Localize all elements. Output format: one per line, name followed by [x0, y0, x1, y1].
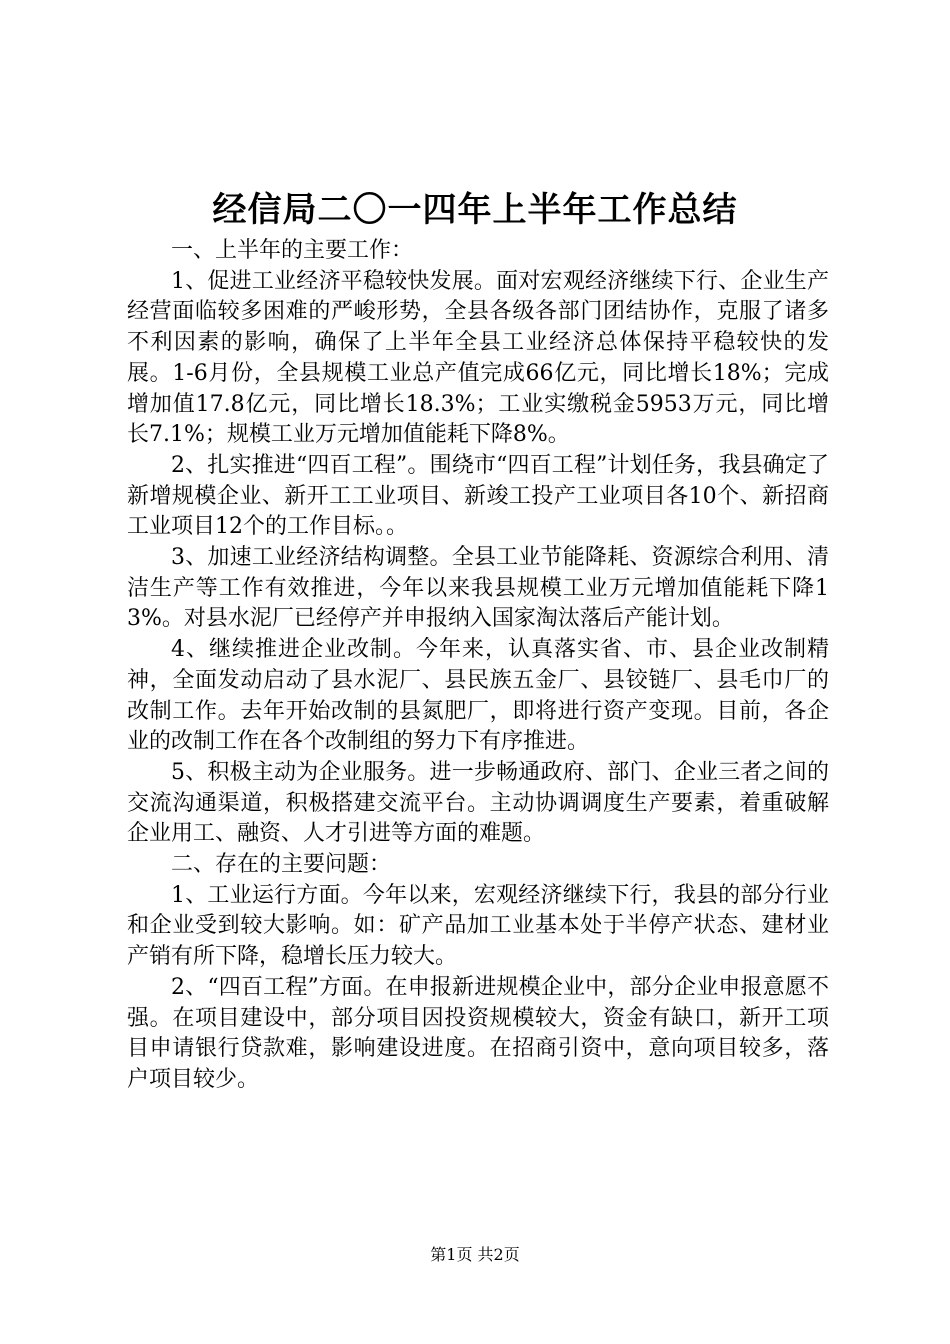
section-heading: 二、存在的主要问题：	[171, 852, 392, 878]
body-paragraph: 2、“四百工程”方面。在申报新进规模企业中，部分企业申报意愿不强。在项目建设中，部分项目因投资规模较大，资金有缺口，新开工项目申请银行贷款难，影响建设进度。在招商引资中，意向项目较多，落户项目较少。	[127, 974, 829, 1092]
page-footer: 第1页 共2页	[430, 1245, 520, 1264]
body-paragraph: 2、扎实推进“四百工程”。围绕市“四百工程”计划任务，我县确定了新增规模企业、新开工工业项目、新竣工投产工业项目各10个、新招商工业项目12个的工作目标。。	[127, 452, 829, 540]
document-body	[127, 236, 829, 1096]
body-paragraph: 1、促进工业经济平稳较快发展。面对宏观经济继续下行、企业生产经营面临较多困难的严峻形势，全县各级各部门团结协作，克服了诸多不利因素的影响，确保了上半年全县工业经济总体保持平稳较快的发展。1-6月份，全县规模工业总产值完成66亿元，同比增长18%；完成增加值17.8亿元，同比增长18.3%；工业实缴税金5953万元，同比增长7.1%；规模工业万元增加值能耗下降8%。	[127, 268, 829, 448]
body-paragraph: 4、继续推进企业改制。今年来，认真落实省、市、县企业改制精神，全面发动启动了县水泥厂、县民族五金厂、县铰链厂、县毛巾厂的改制工作。去年开始改制的县氮肥厂，即将进行资产变现。目前，各企业的改制工作在各个改制组的努力下有序推进。	[127, 637, 829, 755]
page-title: 经信局二〇一四年上半年工作总结	[212, 190, 738, 230]
body-paragraph: 5、积极主动为企业服务。进一步畅通政府、部门、企业三者之间的交流沟通渠道，积极搭建交流平台。主动协调调度生产要素，着重破解企业用工、融资、人才引进等方面的难题。	[127, 759, 829, 847]
section-heading: 一、上半年的主要工作：	[171, 238, 414, 263]
body-paragraph: 3、加速工业经济结构调整。全县工业节能降耗、资源综合利用、清洁生产等工作有效推进，今年以来我县规模工业万元增加值能耗下降13%。对县水泥厂已经停产并申报纳入国家淘汰落后产能计划。	[127, 545, 829, 632]
body-paragraph: 1、工业运行方面。今年以来，宏观经济继续下行，我县的部分行业和企业受到较大影响。如：矿产品加工业基本处于半停产状态、建材业产销有所下降，稳增长压力较大。	[127, 882, 829, 970]
